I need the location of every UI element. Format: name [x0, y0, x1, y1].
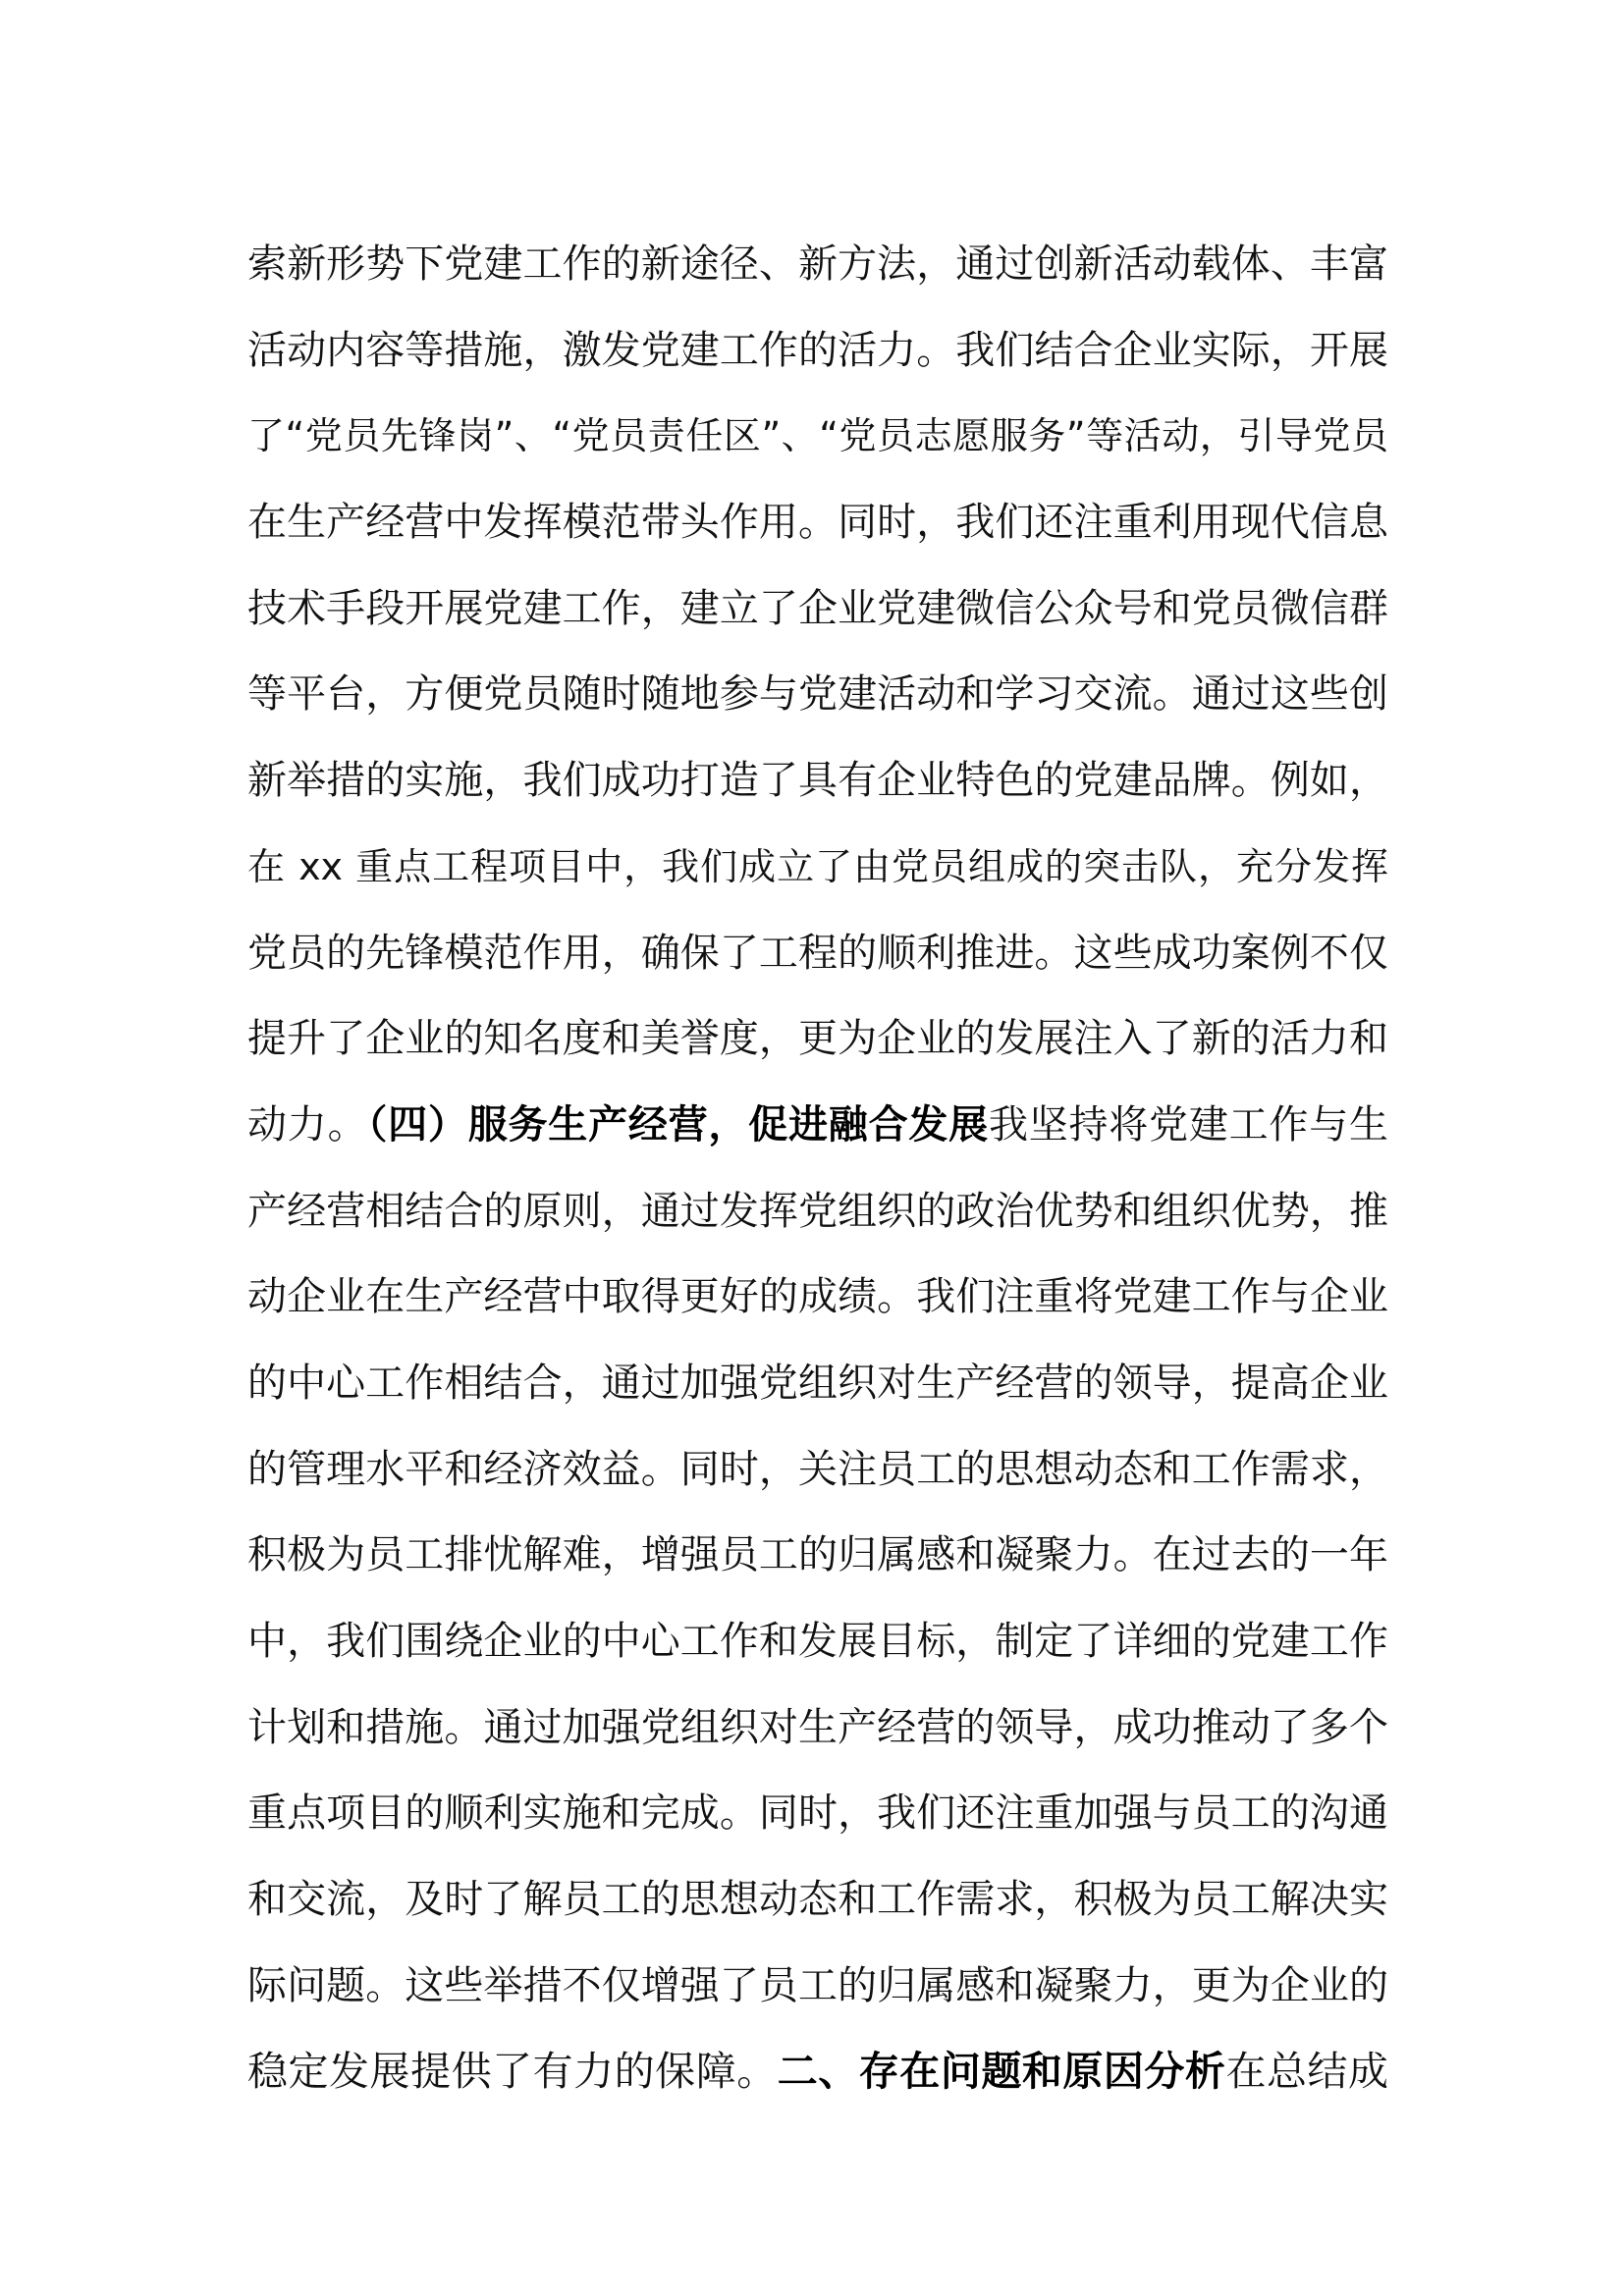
text-line	[247, 308, 1388, 395]
text-segment: 了“党员先锋岗”、“党员责任区”、“党员志愿服务”等活动，引导党员	[247, 414, 1388, 458]
text-line	[247, 1685, 1388, 1772]
text-segment: 在总结成	[1225, 2048, 1389, 2096]
text-segment: 活动内容等措施，激发党建工作的活力。我们结合企业实际，开展	[247, 327, 1388, 373]
text-segment: 计划和措施。通过加强党组织对生产经营的领导，成功推动了多个	[247, 1704, 1388, 1750]
text-segment: 新举措的实施，我们成功打造了具有企业特色的党建品牌。例如，	[247, 758, 1388, 804]
text-line	[247, 996, 1388, 1083]
text-line	[247, 1427, 1388, 1514]
text-segment: 稳定发展提供了有力的保障。	[247, 2048, 778, 2096]
section-heading: 二、存在问题和原因分析	[777, 2048, 1226, 2096]
text-segment: 索新形势下党建工作的新途径、新方法，通过创新活动载体、丰富	[247, 241, 1388, 287]
text-line	[247, 2029, 1388, 2115]
text-line	[247, 825, 1388, 911]
text-line	[247, 652, 1388, 738]
text-line	[247, 566, 1388, 653]
text-segment: 产经营相结合的原则，通过发挥党组织的政治优势和组织优势，推	[247, 1188, 1388, 1234]
text-line	[247, 1341, 1388, 1427]
text-line	[247, 480, 1388, 566]
text-line	[247, 738, 1388, 825]
text-line	[247, 1513, 1388, 1599]
text-line	[247, 1169, 1388, 1255]
text-segment: 在 xx 重点工程项目中，我们成立了由党员组成的突击队，充分发挥	[247, 844, 1388, 888]
text-line	[247, 394, 1388, 480]
text-segment: 动企业在生产经营中取得更好的成绩。我们注重将党建工作与企业	[247, 1274, 1388, 1320]
text-line	[247, 1255, 1388, 1341]
document-body	[247, 222, 1388, 2115]
text-segment: 积极为员工排忧解难，增强员工的归属感和凝聚力。在过去的一年	[247, 1532, 1388, 1578]
text-segment: 动力。	[247, 1101, 368, 1148]
text-line	[247, 1857, 1388, 1944]
text-segment: 际问题。这些举措不仅增强了员工的归属感和凝聚力，更为企业的	[247, 1962, 1388, 2008]
text-segment: 等平台，方便党员随时随地参与党建活动和学习交流。通过这些创	[247, 671, 1388, 718]
text-segment: 的管理水平和经济效益。同时，关注员工的思想动态和工作需求，	[247, 1446, 1388, 1492]
text-line	[247, 1083, 1388, 1169]
text-segment: 我坚持将党建工作与生	[988, 1101, 1389, 1148]
text-line	[247, 222, 1388, 308]
text-line	[247, 1599, 1388, 1685]
text-line	[247, 1771, 1388, 1857]
text-segment: 党员的先锋模范作用，确保了工程的顺利推进。这些成功案例不仅	[247, 930, 1388, 976]
text-segment: 的中心工作相结合，通过加强党组织对生产经营的领导，提高企业	[247, 1360, 1388, 1406]
text-segment: 提升了企业的知名度和美誉度，更为企业的发展注入了新的活力和	[247, 1016, 1388, 1062]
text-segment: 和交流，及时了解员工的思想动态和工作需求，积极为员工解决实	[247, 1877, 1388, 1923]
text-line	[247, 1944, 1388, 2030]
text-segment: 技术手段开展党建工作，建立了企业党建微信公众号和党员微信群	[247, 585, 1388, 631]
section-heading: （四）服务生产经营，促进融合发展	[367, 1101, 989, 1148]
text-segment: 在生产经营中发挥模范带头作用。同时，我们还注重利用现代信息	[247, 500, 1388, 546]
text-segment: 中，我们围绕企业的中心工作和发展目标，制定了详细的党建工作	[247, 1619, 1388, 1664]
text-line	[247, 911, 1388, 997]
text-segment: 重点项目的顺利实施和完成。同时，我们还注重加强与员工的沟通	[247, 1790, 1388, 1837]
